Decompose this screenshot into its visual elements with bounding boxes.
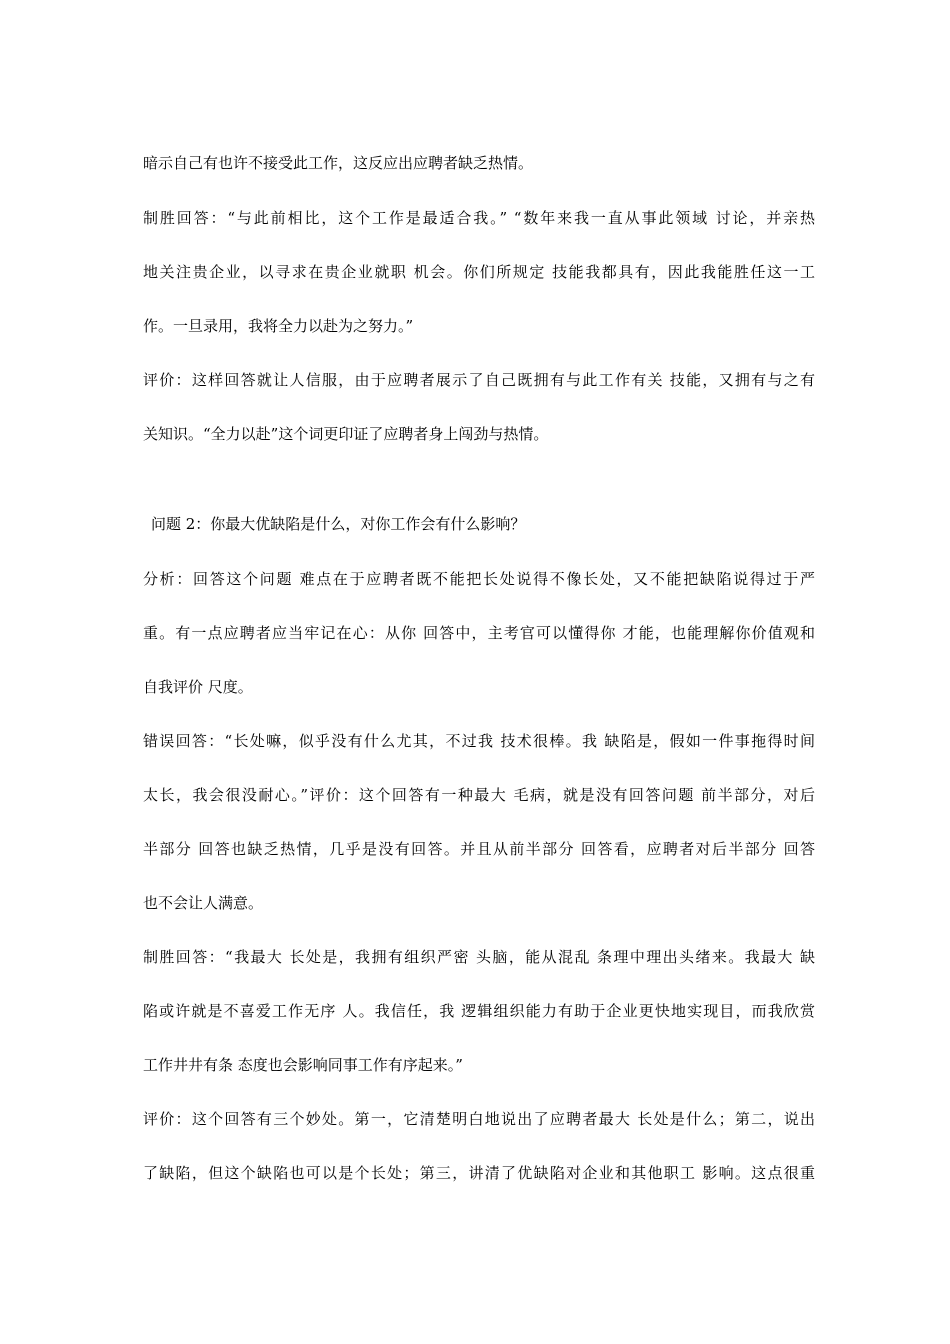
text-line: 陷或许就是不喜爱工作无序 人。我信任，我 逻辑组织能力有助于企业更快地实现目，而我欣赏 bbox=[143, 1002, 815, 1020]
text-line: 分析：回答这个问题 难点在于应聘者既不能把长处说得不像长处，又不能把缺陷说得过于严 bbox=[143, 570, 815, 588]
text-line: 制胜回答：“我最大 长处是，我拥有组织严密 头脑，能从混乱 条理中理出头绪来。我最大 缺 bbox=[143, 948, 815, 966]
text-line: 太长，我会很没耐心。”评价：这个回答有一种最大 毛病，就是没有回答问题 前半部分，对后 bbox=[143, 786, 815, 804]
text-line: 自我评价 尺度。 bbox=[143, 678, 253, 696]
text-line: 评价：这个回答有三个妙处。第一，它清楚明白地说出了应聘者最大 长处是什么；第二，说出 bbox=[143, 1110, 815, 1128]
text-line: 了缺陷，但这个缺陷也可以是个长处；第三，讲清了优缺陷对企业和其他职工 影响。这点很重 bbox=[143, 1164, 815, 1182]
text-line: 也不会让人满意。 bbox=[143, 894, 264, 912]
text-line: 半部分 回答也缺乏热情，几乎是没有回答。并且从前半部分 回答看，应聘者对后半部分 回答 bbox=[143, 840, 815, 858]
text-line: 作。一旦录用，我将全力以赴为之努力。” bbox=[143, 317, 414, 335]
text-line: 工作井井有条 态度也会影响同事工作有序起来。” bbox=[143, 1056, 463, 1074]
text-line: 重。有一点应聘者应当牢记在心：从你 回答中，主考官可以懂得你 才能，也能理解你价值观和 bbox=[143, 624, 815, 642]
text-line: 地关注贵企业，以寻求在贵企业就职 机会。你们所规定 技能我都具有，因此我能胜任这一工 bbox=[143, 263, 815, 281]
document-page bbox=[143, 0, 815, 1344]
text-line: 关知识。“全力以赴”这个词更印证了应聘者身上闯劲与热情。 bbox=[143, 425, 549, 443]
text-line: 评价：这样回答就让人信服，由于应聘者展示了自己既拥有与此工作有关 技能，又拥有与之有 bbox=[143, 371, 815, 389]
text-line: 暗示自己有也许不接受此工作，这反应出应聘者缺乏热情。 bbox=[143, 154, 534, 172]
text-line: 错误回答：“长处嘛，似乎没有什么尤其，不过我 技术很棒。我 缺陷是，假如一件事拖得时间 bbox=[143, 732, 815, 750]
text-line: 制胜回答：“与此前相比，这个工作是最适合我。” “数年来我一直从事此领域 讨论，并亲热 bbox=[143, 209, 815, 227]
section-heading: 问题 2：你最大优缺陷是什么，对你工作会有什么影响？ bbox=[151, 515, 526, 533]
